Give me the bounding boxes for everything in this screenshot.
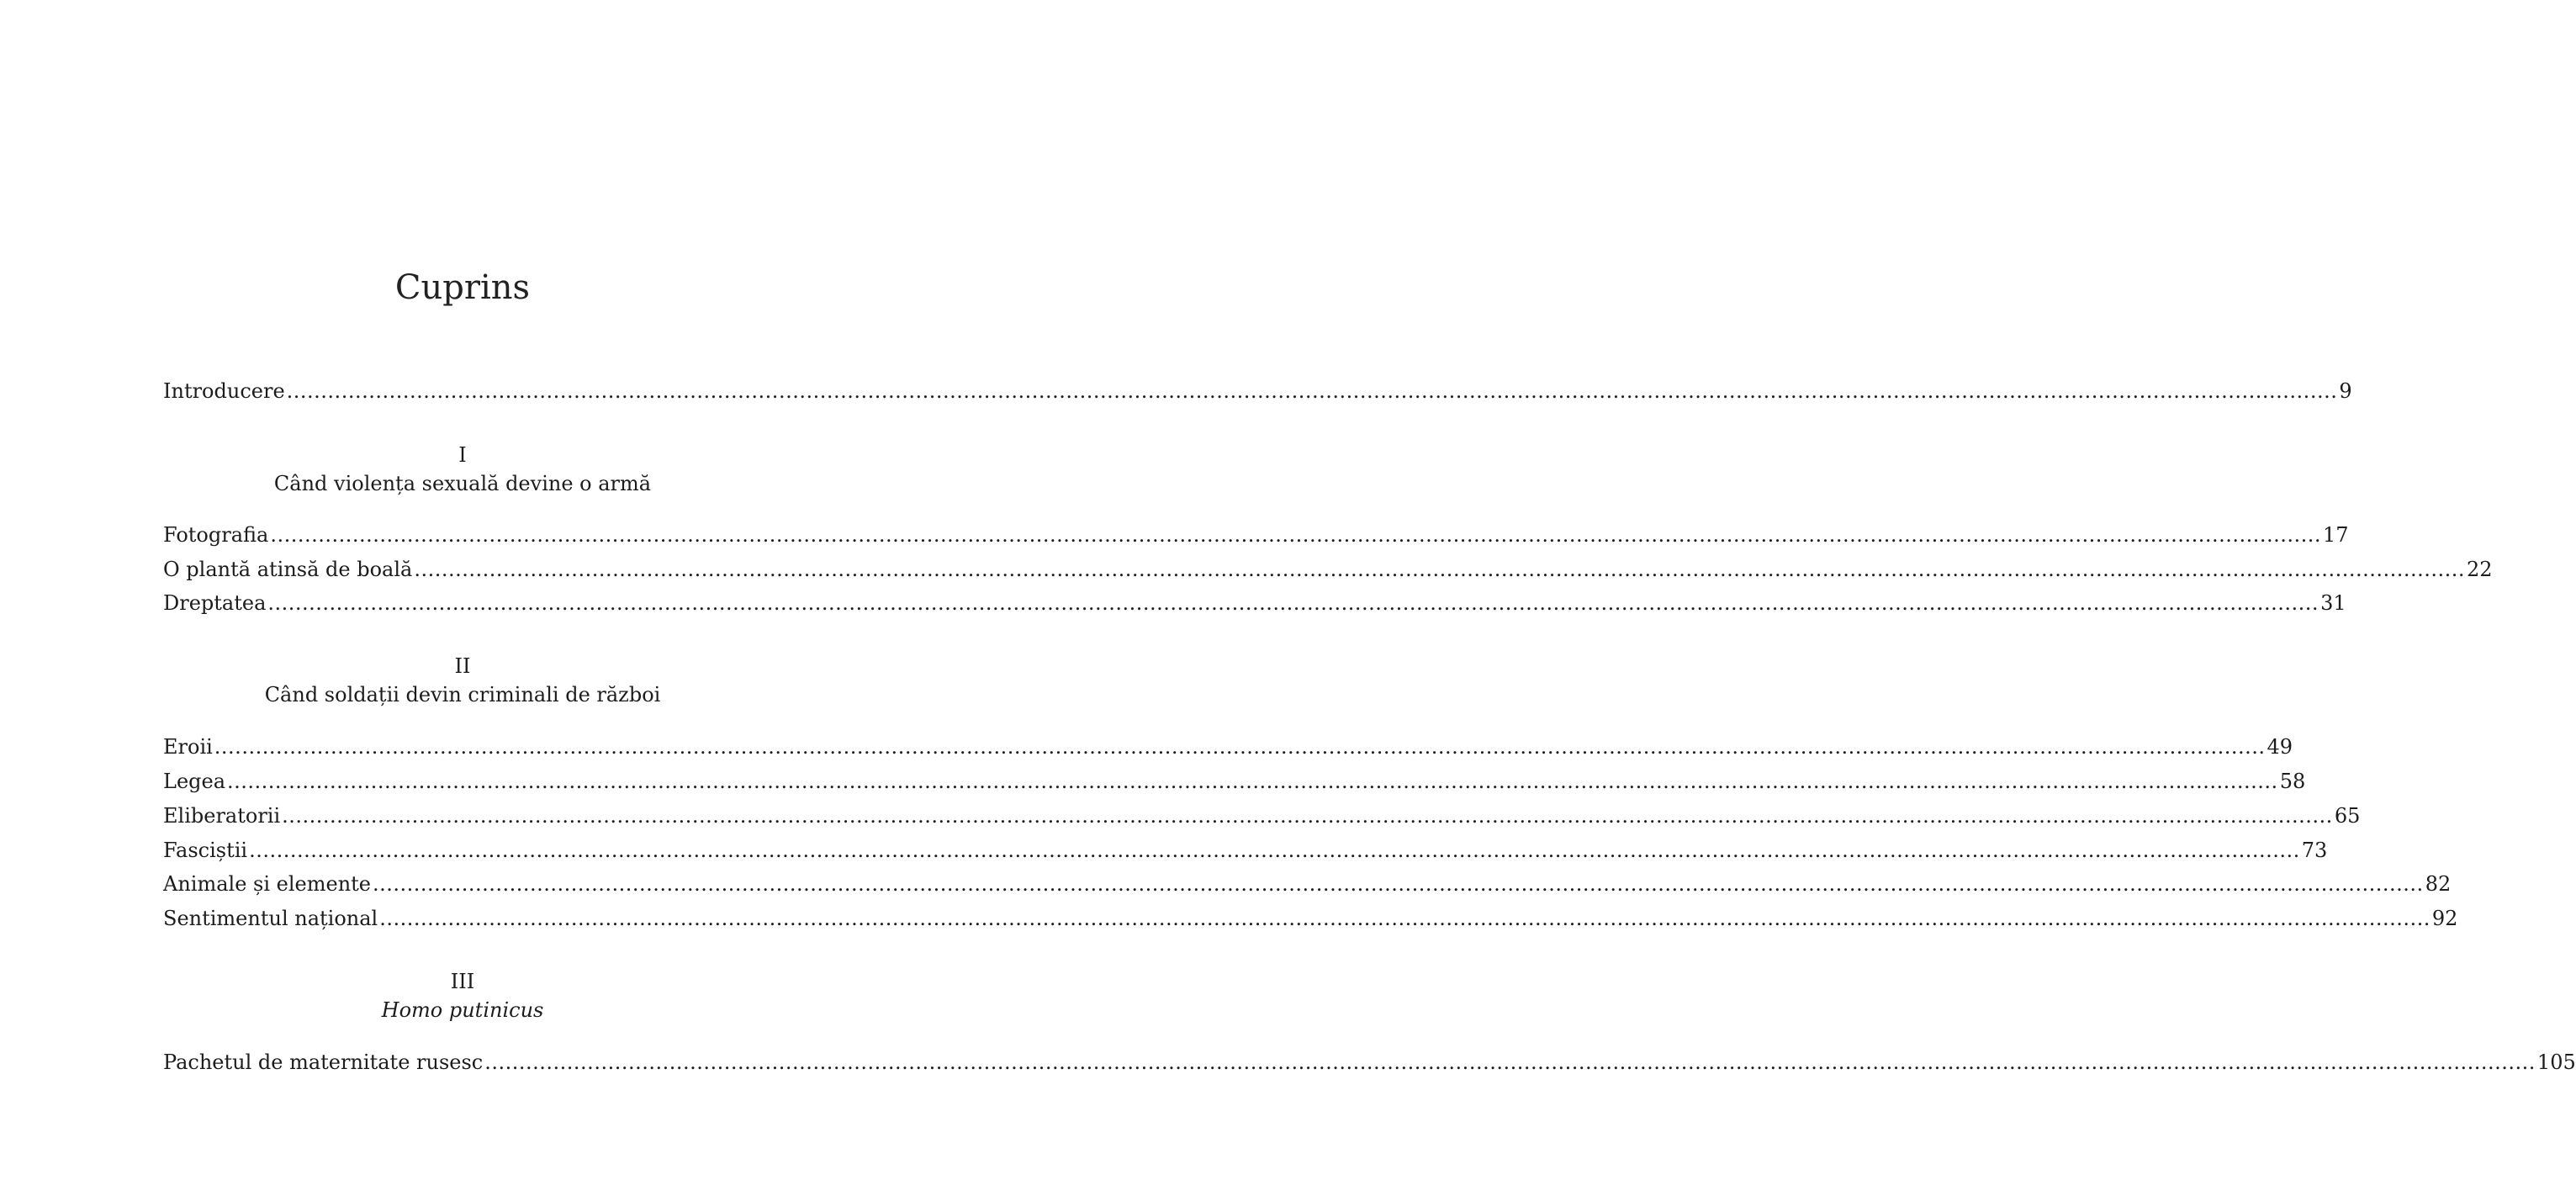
dot-leader: ............................................................................................................................................................................................................................................................................................................	[249, 839, 2300, 862]
toc-entry[interactable]	[163, 870, 2452, 898]
toc-entry-label: O plantă atinsă de boală	[163, 555, 412, 584]
toc-entry-page: 49	[2267, 735, 2293, 759]
toc-entry-label: Eroii	[163, 733, 213, 761]
dot-leader: ............................................................................................................................................................................................................................................................................................................	[267, 591, 2319, 615]
toc-entry-page: 105	[2536, 1050, 2576, 1074]
dot-leader: ............................................................................................................................................................................................................................................................................................................	[282, 804, 2333, 828]
toc-entry[interactable]	[163, 589, 2346, 617]
toc-entry[interactable]	[163, 767, 2306, 796]
toc-entry-label: Fasciștii	[163, 836, 247, 865]
dot-leader: ............................................................................................................................................................................................................................................................................................................	[227, 770, 2278, 793]
toc-entry-label: Animale și elemente	[163, 870, 371, 898]
part-number: II	[454, 654, 471, 678]
toc-entry[interactable]	[163, 555, 2493, 584]
toc-entry[interactable]	[163, 836, 2328, 865]
page-title: Cuprins	[394, 268, 531, 307]
toc-entry-label: Eliberatorii	[163, 802, 280, 830]
toc-entry-label: Legea	[163, 767, 225, 796]
part-title: Când violența sexuală devine o armă	[273, 472, 652, 495]
toc-entry-label: Fotografia	[163, 521, 268, 549]
dot-leader: ............................................................................................................................................................................................................................................................................................................	[414, 558, 2466, 581]
toc-entry-page: 82	[2425, 872, 2452, 896]
toc-entry[interactable]	[163, 521, 2349, 549]
part-number: I	[458, 443, 467, 467]
toc-entry-page: 73	[2301, 839, 2328, 862]
toc-entry[interactable]	[163, 733, 2293, 761]
dot-leader: ............................................................................................................................................................................................................................................................................................................	[270, 523, 2322, 547]
toc-entry-page: 9	[2339, 379, 2352, 403]
part-title: Când soldații devin criminali de război	[264, 683, 661, 706]
toc-entry[interactable]	[163, 1048, 2576, 1077]
toc-entry-page: 65	[2334, 804, 2361, 828]
part-title: Homo putinicus	[381, 998, 544, 1022]
dot-leader: ............................................................................................................................................................................................................................................................................................................	[286, 379, 2338, 403]
toc-entry-page: 17	[2323, 523, 2349, 547]
toc-entry-label: Pachetul de maternitate rusesc	[163, 1048, 483, 1077]
toc-entry[interactable]	[163, 802, 2361, 830]
toc-entry-page: 31	[2320, 591, 2346, 615]
toc-entry-label: Dreptatea	[163, 589, 266, 617]
toc-entry[interactable]	[163, 904, 2458, 933]
toc-entry-page: 58	[2279, 770, 2306, 793]
dot-leader: ............................................................................................................................................................................................................................................................................................................	[373, 872, 2424, 896]
dot-leader: ............................................................................................................................................................................................................................................................................................................	[214, 735, 2266, 759]
toc-entry-page: 22	[2467, 558, 2493, 581]
toc-entry-introducere[interactable]	[163, 377, 2352, 405]
dot-leader: ............................................................................................................................................................................................................................................................................................................	[484, 1050, 2536, 1074]
toc-entry-label: Sentimentul național	[163, 904, 378, 933]
dot-leader: ............................................................................................................................................................................................................................................................................................................	[379, 907, 2431, 930]
toc-entry-label: Introducere	[163, 377, 285, 405]
toc-entry-page: 92	[2431, 907, 2458, 930]
part-number: III	[450, 970, 475, 993]
